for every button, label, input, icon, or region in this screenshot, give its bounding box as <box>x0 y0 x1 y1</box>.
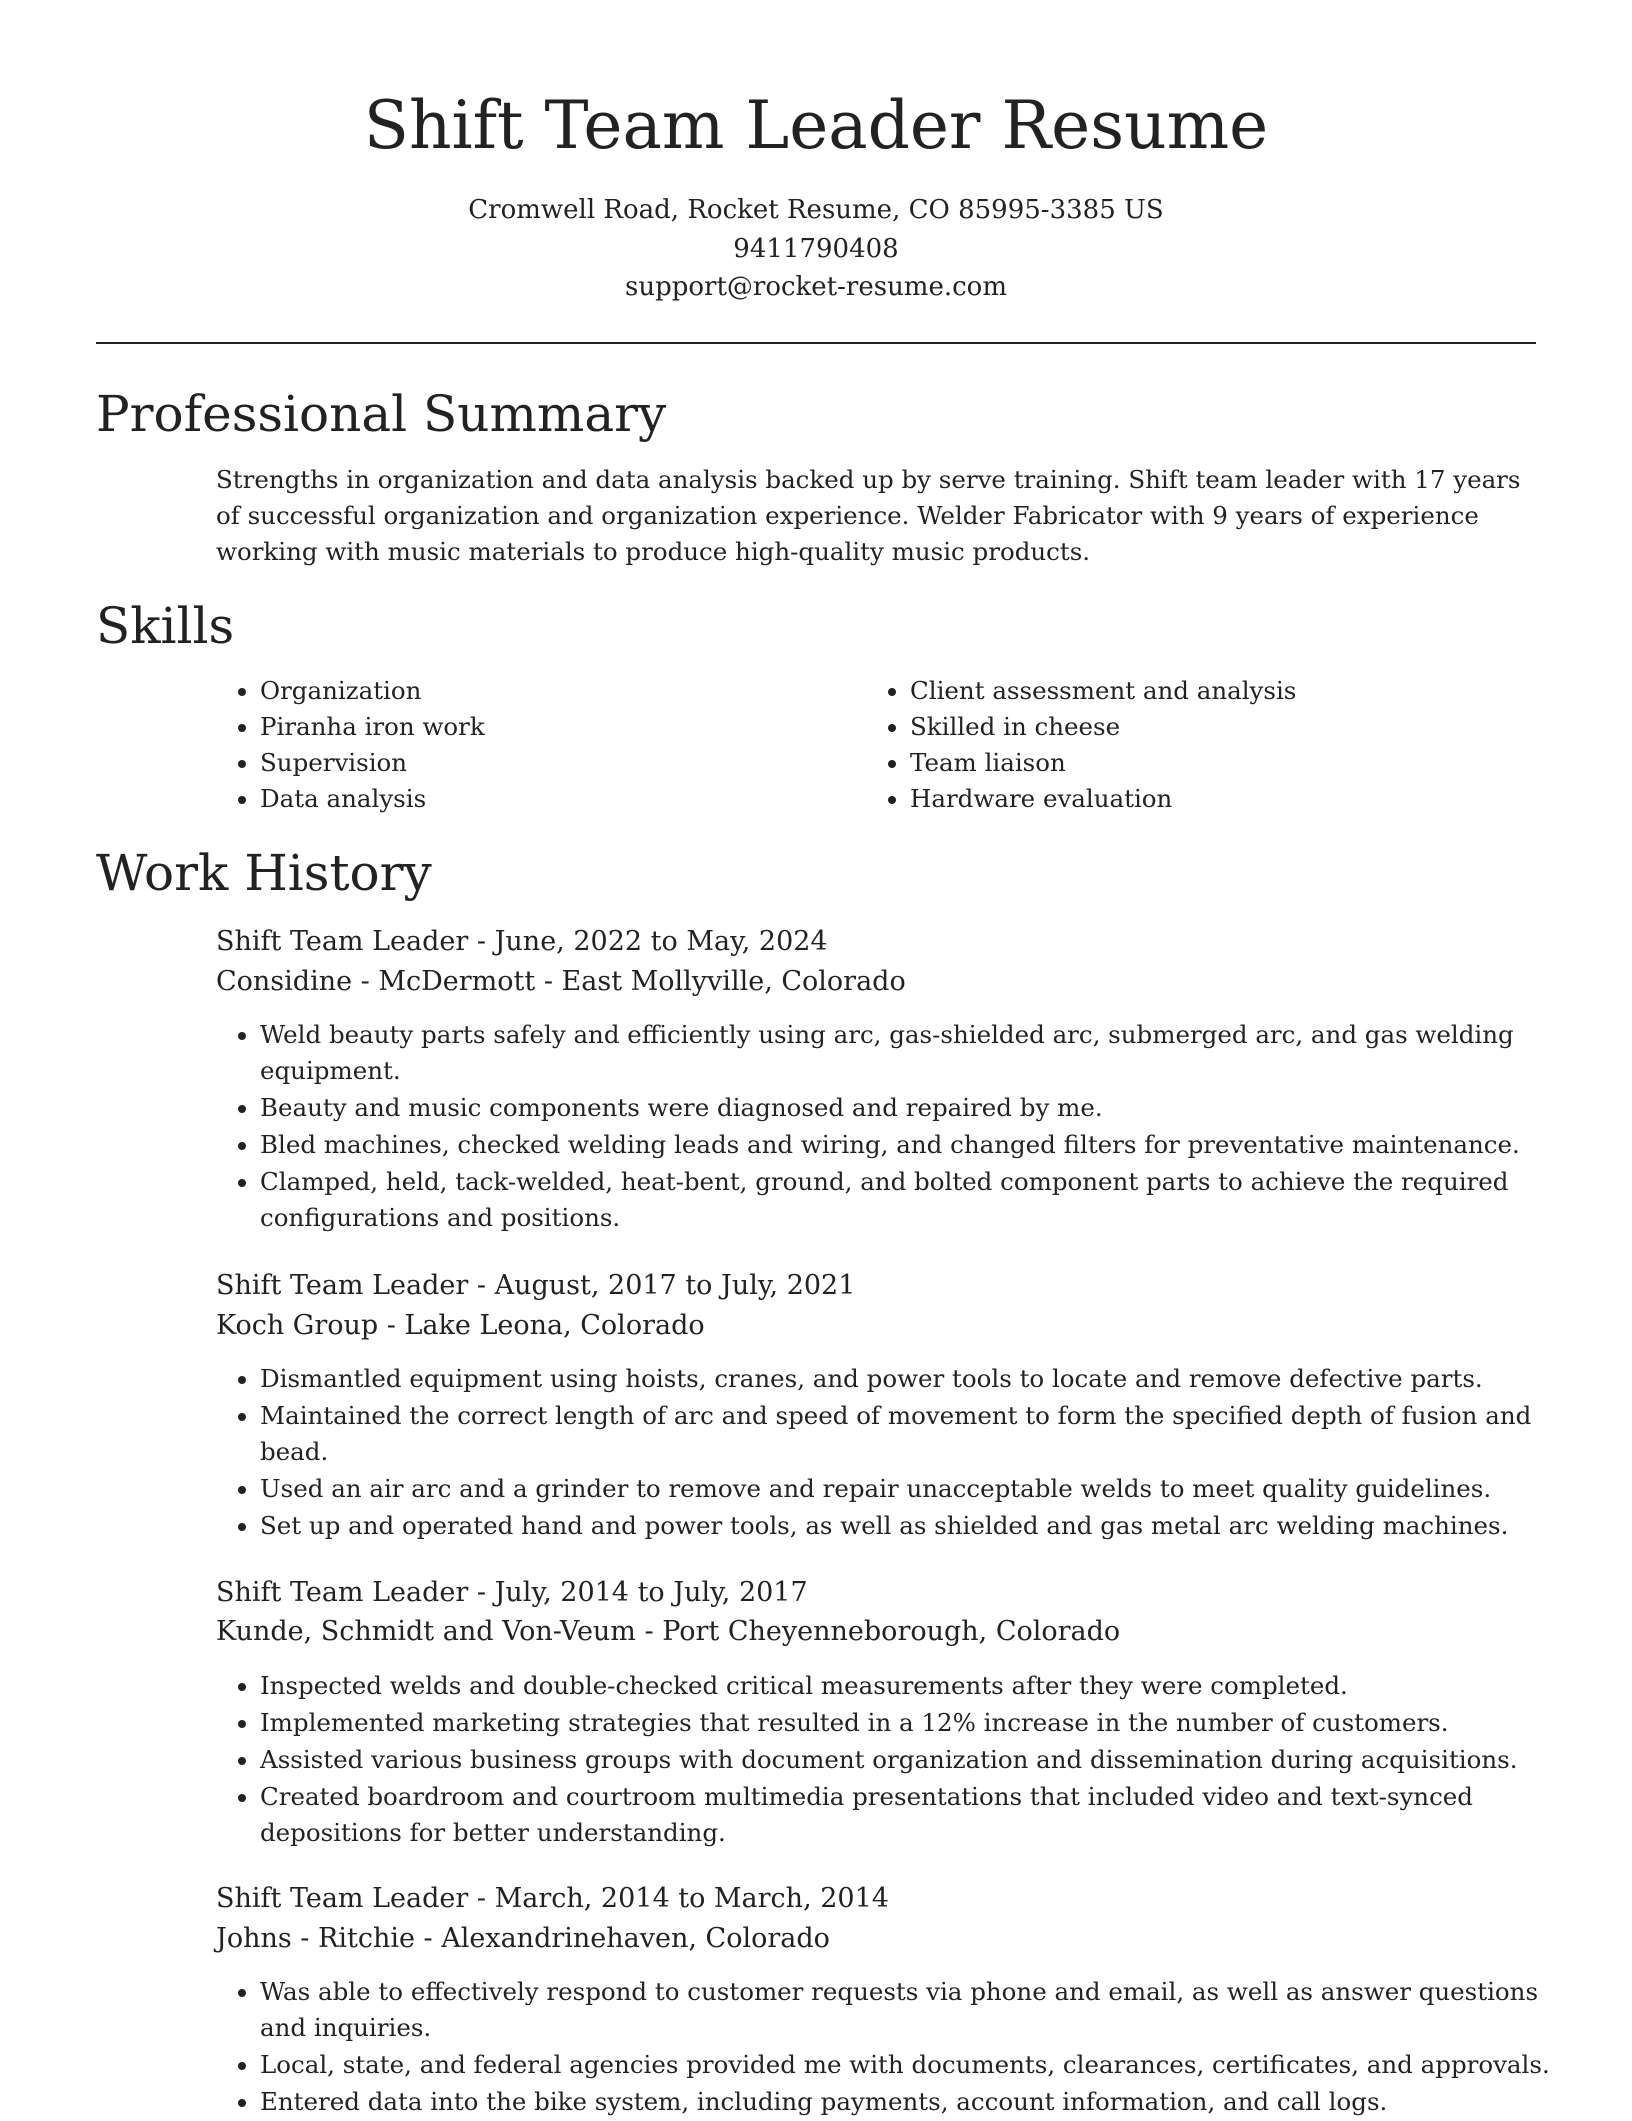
job-dates: March, 2014 to March, 2014 <box>494 1883 889 1914</box>
job-company-line: Considine - McDermott - East Mollyville, Colorado <box>216 966 906 997</box>
job-location: Lake Leona, Colorado <box>404 1310 705 1341</box>
job-bullet: • Weld beauty parts safely and efficiently using arc, gas-shielded arc, submerged arc, and gas welding equipment. <box>260 1017 1580 1089</box>
job-bullet: • Implemented marketing strategies that resulted in a 12% increase in the number of customers. <box>260 1705 1580 1741</box>
job-dates: August, 2017 to July, 2021 <box>494 1270 856 1301</box>
job-bullet: • Was able to effectively respond to customer requests via phone and email, as well as answer questions and inquiries. <box>260 1974 1580 2046</box>
skill-item: • Piranha iron work <box>260 709 860 745</box>
job-company-line: Koch Group - Lake Leona, Colorado <box>216 1310 705 1341</box>
job-company-line: Kunde, Schmidt and Von-Veum - Port Cheyenneborough, Colorado <box>216 1616 1121 1647</box>
job-bullets <box>216 1017 1580 1237</box>
skills-heading: Skills <box>96 597 235 655</box>
job-location: East Mollyville, Colorado <box>561 966 906 997</box>
summary-text: Strengths in organization and data analysis backed up by serve training. Shift team leader with 17 years of successful organization and organization experience. Welder Fabricator with 9 years of experience working with music materials to produce high-quality music products. <box>216 465 1521 566</box>
job-location: Port Cheyenneborough, Colorado <box>662 1616 1121 1647</box>
job-bullet: • Entered data into the bike system, including payments, account information, and call logs. <box>260 2084 1580 2120</box>
contact-phone: 9411790408 <box>733 234 899 264</box>
job-bullet: • Dismantled equipment using hoists, cranes, and power tools to locate and remove defective parts. <box>260 1361 1580 1397</box>
job-bullets <box>216 1361 1580 1545</box>
skill-item: • Data analysis <box>260 781 860 817</box>
resume-title: Shift Team Leader Resume <box>363 87 1269 164</box>
job-title-line: Shift Team Leader - August, 2017 to July, 2021 <box>216 1270 856 1301</box>
job-title: Shift Team Leader <box>216 1883 469 1914</box>
job-dates: July, 2014 to July, 2017 <box>494 1577 808 1608</box>
skill-item: • Skilled in cheese <box>910 709 1550 745</box>
job-company: Considine - McDermott <box>216 966 536 997</box>
skill-item: • Team liaison <box>910 745 1550 781</box>
job-bullet: • Inspected welds and double-checked critical measurements after they were completed. <box>260 1668 1580 1704</box>
skill-item: • Supervision <box>260 745 860 781</box>
contact-address: Cromwell Road, Rocket Resume, CO 85995-3385 US <box>468 195 1164 225</box>
job-company: Kunde, Schmidt and Von-Veum <box>216 1616 636 1647</box>
skill-item: • Client assessment and analysis <box>910 673 1550 709</box>
job-title-line: Shift Team Leader - July, 2014 to July, 2017 <box>216 1577 808 1608</box>
job-bullet: • Clamped, held, tack-welded, heat-bent, ground, and bolted component parts to achieve the required configurations and positions. <box>260 1164 1580 1236</box>
header-divider <box>96 342 1536 344</box>
skills-list-left <box>216 673 860 817</box>
job-title: Shift Team Leader <box>216 1577 469 1608</box>
job-title-line: Shift Team Leader - March, 2014 to March, 2014 <box>216 1883 889 1914</box>
job-company: Johns - Ritchie <box>216 1923 415 1954</box>
job-bullet: • Beauty and music components were diagnosed and repaired by me. <box>260 1090 1580 1126</box>
skills-list-right <box>866 673 1550 817</box>
job-dates: June, 2022 to May, 2024 <box>494 926 828 957</box>
job-company: Koch Group <box>216 1310 379 1341</box>
job-bullet: • Used an air arc and a grinder to remove and repair unacceptable welds to meet quality guidelines. <box>260 1471 1580 1507</box>
skill-item: • Organization <box>260 673 860 709</box>
job-bullet: • Maintained the correct length of arc and speed of movement to form the specified depth of fusion and bead. <box>260 1398 1580 1470</box>
job-bullet: • Set up and operated hand and power tools, as well as shielded and gas metal arc welding machines. <box>260 1508 1580 1544</box>
skill-item: • Hardware evaluation <box>910 781 1550 817</box>
job-bullet: • Bled machines, checked welding leads and wiring, and changed filters for preventative maintenance. <box>260 1127 1580 1163</box>
job-bullets <box>216 1668 1580 1852</box>
job-bullet: • Created boardroom and courtroom multimedia presentations that included video and text-synced depositions for better understanding. <box>260 1779 1580 1851</box>
job-title-line: Shift Team Leader - June, 2022 to May, 2024 <box>216 926 828 957</box>
job-bullet: • Local, state, and federal agencies provided me with documents, clearances, certificates, and approvals. <box>260 2047 1580 2083</box>
job-title: Shift Team Leader <box>216 1270 469 1301</box>
job-title: Shift Team Leader <box>216 926 469 957</box>
contact-email: support@rocket-resume.com <box>624 272 1007 302</box>
job-company-line: Johns - Ritchie - Alexandrinehaven, Colorado <box>216 1923 830 1954</box>
work-history-heading: Work History <box>96 844 432 902</box>
job-bullet: • Assisted various business groups with document organization and dissemination during acquisitions. <box>260 1742 1580 1778</box>
job-location: Alexandrinehaven, Colorado <box>441 1923 830 1954</box>
job-bullets <box>216 1974 1580 2121</box>
summary-heading: Professional Summary <box>96 385 667 443</box>
